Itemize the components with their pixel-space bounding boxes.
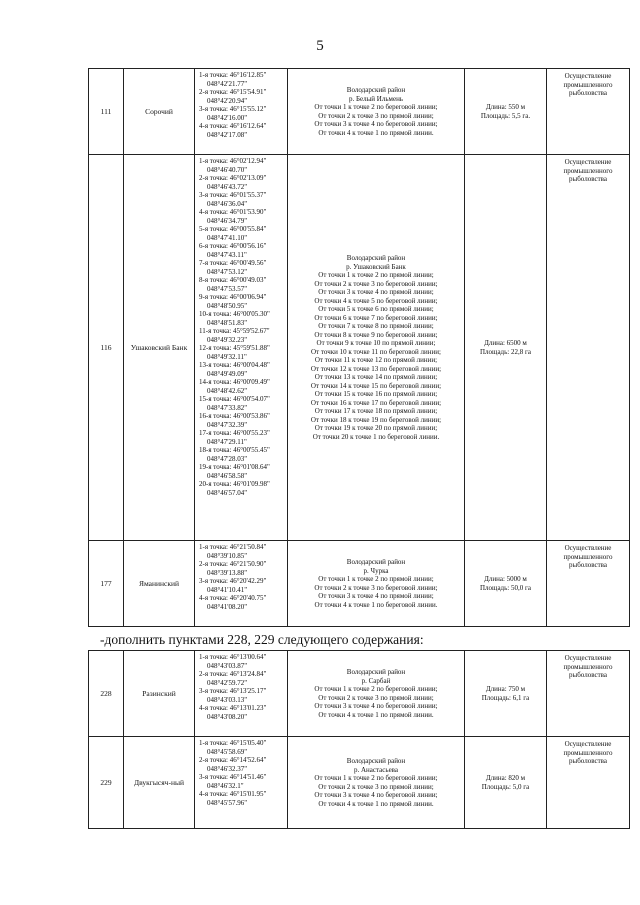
table-body — [89, 69, 630, 627]
route-line: От точки 2 к точке 3 по береговой линии; — [314, 279, 438, 288]
route-line: От точки 1 к точке 2 по береговой линии; — [314, 685, 438, 693]
point-latitude: 4-я точка: 46°16'12.64" — [199, 122, 267, 130]
length: Длина: 6500 м — [484, 339, 527, 347]
point-longitude: 048°47'33.82" — [207, 403, 248, 412]
route-line: От точки 9 к точке 10 по прямой линии; — [316, 339, 436, 347]
boundary-description — [288, 737, 465, 829]
district: Володарский район — [346, 254, 406, 262]
point-latitude: 5-я точка: 46°00'55.84" — [199, 225, 267, 233]
boundary-description — [288, 155, 465, 541]
route-line: От точки 1 к точке 2 по прямой линии; — [318, 271, 434, 279]
point-longitude: 048°39'13.88" — [207, 568, 248, 577]
point-longitude: 048°46'36.04" — [207, 199, 248, 208]
area: Площадь: 50,0 га — [480, 583, 531, 592]
route-line: От точки 4 к точке 1 по прямой линии. — [318, 799, 434, 808]
point-longitude: 048°49'32.23" — [207, 335, 248, 344]
route-line: От точки 5 к точке 6 по прямой линии; — [318, 305, 434, 313]
size-cell — [465, 155, 547, 541]
table-row — [89, 651, 630, 737]
point-latitude: 2-я точка: 46°21'50.90" — [199, 560, 267, 568]
river: р. Белый Ильмень — [348, 94, 404, 103]
point-longitude: 048°45'57.96" — [207, 798, 248, 807]
point-latitude: 20-я точка: 46°01'09.98" — [199, 480, 270, 488]
table-row — [89, 69, 630, 155]
point-latitude: 8-я точка: 46°00'49.03" — [199, 276, 267, 284]
usage-type: Осуществление промышленного рыболовства — [547, 737, 630, 829]
point-latitude: 4-я точка: 46°01'53.90" — [199, 208, 267, 216]
fishing-sites-table — [88, 68, 630, 627]
point-longitude: 048°46'32.1" — [207, 781, 244, 790]
coordinates-cell — [195, 69, 288, 155]
site-number: 228 — [89, 651, 124, 737]
point-latitude: 11-я точка: 45°59'52.67" — [199, 327, 270, 335]
table-row — [89, 155, 630, 541]
route-line: От точки 19 к точке 20 по прямой линии; — [314, 424, 438, 432]
point-latitude: 15-я точка: 46°00'54.07" — [199, 395, 270, 403]
site-number: 116 — [89, 155, 124, 541]
river: р. Сарбай — [361, 676, 391, 685]
route-line: От точки 4 к точке 1 по береговой линии. — [314, 600, 438, 609]
point-latitude: 3-я точка: 46°01'55.37" — [199, 191, 267, 199]
route-line: От точки 1 к точке 2 по береговой линии; — [314, 774, 438, 782]
point-latitude: 10-я точка: 46°00'05.30" — [199, 310, 270, 318]
boundary-description — [288, 69, 465, 155]
length: Длина: 5000 м — [484, 575, 527, 583]
new-fishing-sites-table — [88, 650, 630, 829]
point-latitude: 14-я точка: 46°00'09.49" — [199, 378, 270, 386]
site-name: Двукгысяч-ный — [124, 737, 195, 829]
point-latitude: 3-я точка: 46°14'51.46" — [199, 773, 267, 781]
point-latitude: 4-я точка: 46°13'01.23" — [199, 704, 267, 712]
route-line: От точки 3 к точке 4 по береговой линии; — [314, 702, 438, 710]
point-latitude: 9-я точка: 46°00'06.94" — [199, 293, 267, 301]
boundary-description — [288, 541, 465, 627]
coordinates-cell — [195, 651, 288, 737]
point-latitude: 6-я точка: 46°00'56.16" — [199, 242, 267, 250]
table-row — [89, 737, 630, 829]
point-longitude: 048°46'40.70" — [207, 165, 248, 174]
point-longitude: 048°48'42.62" — [207, 386, 248, 395]
point-latitude: 1-я точка: 46°13'00.64" — [199, 653, 267, 661]
route-line: От точки 4 к точке 1 по прямой линии. — [318, 128, 434, 137]
route-line: От точки 14 к точке 15 по береговой линии; — [310, 381, 442, 390]
boundary-description — [288, 651, 465, 737]
route-line: От точки 2 к точке 3 по прямой линии; — [318, 693, 434, 702]
usage-type: Осуществление промышленного рыболовства — [547, 541, 630, 627]
area: Площадь: 5,0 га — [481, 782, 530, 791]
site-name: Яманинский — [124, 541, 195, 627]
point-longitude: 048°46'57.04" — [207, 488, 248, 497]
route-line: От точки 13 к точке 14 по прямой линии; — [314, 373, 438, 381]
point-longitude: 048°43'08.20" — [207, 712, 248, 721]
river: р. Ушаковский Банк — [346, 262, 406, 271]
route-line: От точки 2 к точке 3 по прямой линии; — [318, 782, 434, 791]
point-longitude: 048°49'49.09" — [207, 369, 248, 378]
route-line: От точки 1 к точке 2 по прямой линии; — [318, 575, 434, 583]
river: р. Анастасьева — [354, 765, 398, 774]
route-line: От точки 6 к точке 7 по береговой линии; — [314, 313, 438, 322]
route-line: От точки 2 к точке 3 по прямой линии; — [318, 111, 434, 120]
point-longitude: 048°42'17.08" — [207, 130, 248, 139]
size-cell — [465, 737, 547, 829]
route-line: От точки 3 к точке 4 по прямой линии; — [318, 288, 434, 296]
point-longitude: 048°46'32.37" — [207, 764, 248, 773]
point-latitude: 1-я точка: 46°21'50.84" — [199, 543, 267, 551]
coordinates-cell — [195, 737, 288, 829]
area: Площадь: 6,1 га — [481, 693, 530, 702]
point-longitude: 048°46'58.58" — [207, 471, 248, 480]
route-line: От точки 3 к точке 4 по береговой линии; — [314, 120, 438, 128]
area: Площадь: 22,8 га — [480, 347, 531, 356]
point-longitude: 048°42'20.94" — [207, 96, 248, 105]
usage-type: Осуществление промышленного рыболовства — [547, 155, 630, 541]
point-longitude: 048°47'53.57" — [207, 284, 248, 293]
point-latitude: 3-я точка: 46°15'55.12" — [199, 105, 267, 113]
route-line: От точки 20 к точке 1 по береговой линии. — [312, 432, 440, 441]
point-longitude: 048°41'08.20" — [207, 602, 248, 611]
point-longitude: 048°42'16.00" — [207, 113, 248, 122]
point-latitude: 3-я точка: 46°13'25.17" — [199, 687, 267, 695]
length: Длина: 750 м — [485, 685, 526, 693]
point-latitude: 1-я точка: 46°02'12.94" — [199, 157, 267, 165]
route-line: От точки 1 к точке 2 по береговой линии; — [314, 103, 438, 111]
point-latitude: 2-я точка: 46°02'13.09" — [199, 174, 267, 182]
point-longitude: 048°45'58.69" — [207, 747, 248, 756]
point-longitude: 048°47'53.12" — [207, 267, 248, 276]
amendment-text: -дополнить пунктами 228, 229 следующего содержания: — [100, 632, 424, 647]
point-latitude: 1-я точка: 46°15'05.40" — [199, 739, 267, 747]
route-line: От точки 18 к точке 19 по береговой линии; — [310, 415, 442, 424]
coordinates-cell — [195, 541, 288, 627]
length: Длина: 820 м — [485, 774, 526, 782]
point-longitude: 048°47'41.10" — [207, 233, 248, 242]
district: Володарский район — [346, 668, 406, 676]
usage-type: Осуществление промышленного рыболовства — [547, 69, 630, 155]
point-longitude: 048°39'10.85" — [207, 551, 248, 560]
point-longitude: 048°47'29.11" — [207, 437, 247, 446]
page-number: 5 — [316, 38, 324, 54]
route-line: От точки 3 к точке 4 по береговой линии; — [314, 791, 438, 799]
usage-type: Осуществление промышленного рыболовства — [547, 651, 630, 737]
point-longitude: 048°47'32.39" — [207, 420, 248, 429]
point-longitude: 048°48'50.95" — [207, 301, 248, 310]
route-line: От точки 7 к точке 8 по прямой линии; — [318, 322, 434, 330]
point-longitude: 048°41'10.41" — [207, 585, 248, 594]
site-name: Ушаковский Банк — [124, 155, 195, 541]
point-longitude: 048°42'59.72" — [207, 678, 248, 687]
route-line: От точки 10 к точке 11 по береговой линии; — [311, 347, 441, 356]
point-longitude: 048°47'28.03" — [207, 454, 248, 463]
point-latitude: 19-я точка: 46°01'08.64" — [199, 463, 270, 471]
point-latitude: 12-я точка: 45°59'51.88" — [199, 344, 270, 352]
route-line: От точки 3 к точке 4 по прямой линии; — [318, 592, 434, 600]
coordinates-cell — [195, 155, 288, 541]
table-row — [89, 541, 630, 627]
point-longitude: 048°42'21.77" — [207, 79, 248, 88]
size-cell — [465, 541, 547, 627]
table-body — [89, 651, 630, 829]
point-latitude: 16-я точка: 46°00'53.86" — [199, 412, 270, 420]
route-line: От точки 12 к точке 13 по береговой линии; — [310, 364, 442, 373]
point-longitude: 048°43'03.87" — [207, 661, 248, 670]
point-longitude: 048°48'51.83" — [207, 318, 248, 327]
point-latitude: 4-я точка: 46°15'01.95" — [199, 790, 267, 798]
point-latitude: 13-я точка: 46°00'04.48" — [199, 361, 270, 369]
point-latitude: 2-я точка: 46°13'24.84" — [199, 670, 267, 678]
site-name: Сорочий — [124, 69, 195, 155]
route-line: От точки 4 к точке 5 по береговой линии; — [314, 296, 438, 305]
point-longitude: 048°47'43.11" — [207, 250, 247, 259]
district: Володарский район — [346, 558, 406, 566]
site-name: Разинский — [124, 651, 195, 737]
route-line: От точки 4 к точке 1 по прямой линии. — [318, 710, 434, 719]
length: Длина: 550 м — [485, 103, 526, 111]
point-latitude: 18-я точка: 46°00'55.45" — [199, 446, 270, 454]
size-cell — [465, 69, 547, 155]
point-latitude: 2-я точка: 46°14'52.64" — [199, 756, 267, 764]
route-line: От точки 2 к точке 3 по береговой линии; — [314, 583, 438, 592]
point-latitude: 2-я точка: 46°15'54.91" — [199, 88, 267, 96]
site-number: 177 — [89, 541, 124, 627]
route-line: От точки 11 к точке 12 по прямой линии; — [314, 356, 438, 364]
point-longitude: 048°46'34.79" — [207, 216, 248, 225]
district: Володарский район — [346, 757, 406, 765]
point-latitude: 1-я точка: 46°16'12.85" — [199, 71, 267, 79]
route-line: От точки 8 к точке 9 по береговой линии; — [314, 330, 438, 339]
site-number: 229 — [89, 737, 124, 829]
size-cell — [465, 651, 547, 737]
river: р. Чурка — [363, 566, 389, 575]
site-number: 111 — [89, 69, 124, 155]
route-line: От точки 15 к точке 16 по прямой линии; — [314, 390, 438, 398]
point-latitude: 4-я точка: 46°20'40.75" — [199, 594, 267, 602]
point-latitude: 7-я точка: 46°00'49.56" — [199, 259, 267, 267]
point-longitude: 048°49'32.11" — [207, 352, 247, 361]
district: Володарский район — [346, 86, 406, 94]
point-latitude: 17-я точка: 46°00'55.23" — [199, 429, 270, 437]
point-longitude: 048°46'43.72" — [207, 182, 248, 191]
route-line: От точки 17 к точке 18 по прямой линии; — [314, 407, 438, 415]
point-latitude: 3-я точка: 46°20'42.29" — [199, 577, 267, 585]
route-line: От точки 16 к точке 17 по береговой линии; — [310, 398, 442, 407]
area: Площадь: 5,5 га. — [480, 111, 531, 120]
point-longitude: 048°43'03.13" — [207, 695, 248, 704]
